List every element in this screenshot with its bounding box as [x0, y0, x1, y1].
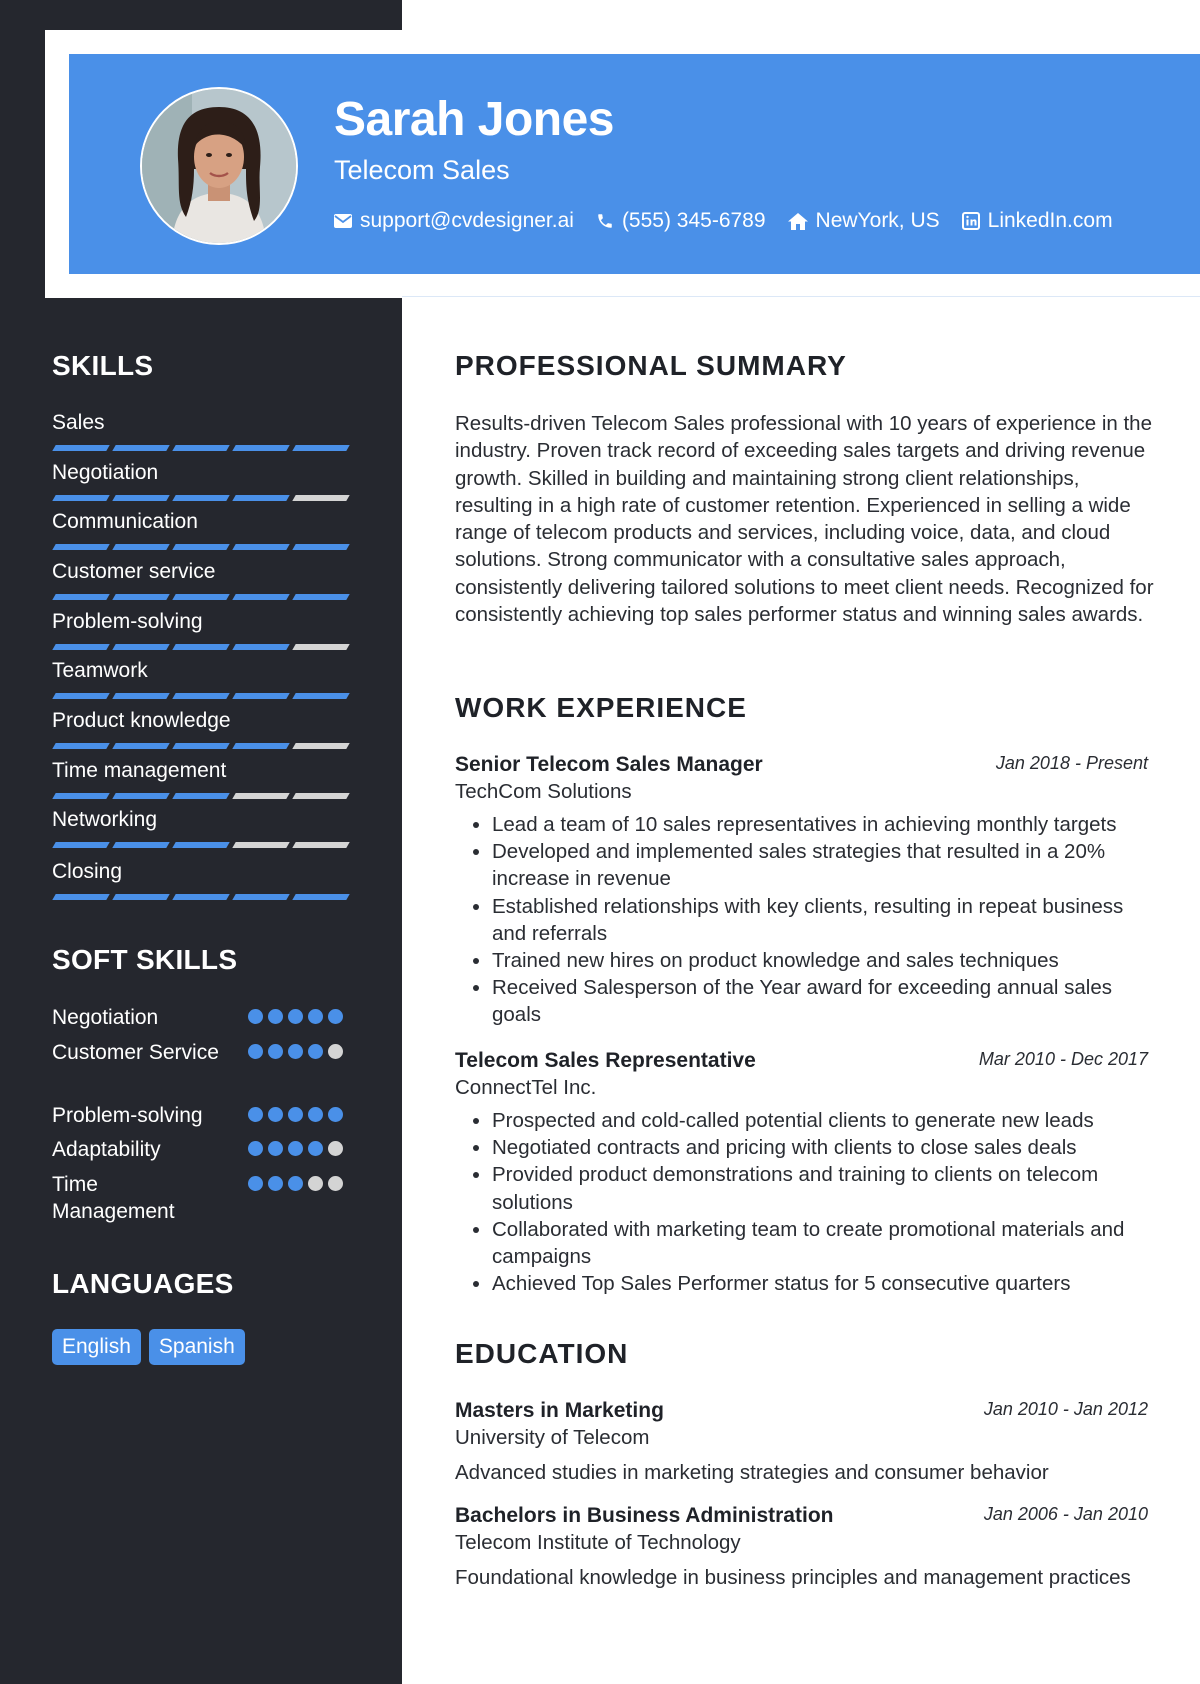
skill-item: [52, 759, 348, 783]
skill-bar: [54, 743, 348, 749]
rating-dot: [328, 1009, 343, 1024]
soft-skill-item: [52, 1136, 348, 1163]
skill-name: Problem-solving: [52, 610, 203, 633]
job-dates: Jan 2018 - Present: [995, 753, 1148, 773]
skill-bar-segment: [232, 743, 289, 749]
summary-text: Results-driven Telecom Sales professional with 10 years of experience in the industry. Proven track record of exceeding sales targets and driving revenue growth. Skilled in building and maintaining strong client relationships, resulting in a high rate of customer retention. Experienced in selling a wide range of telecom products and services, including voice, data, and cloud solutions. Strong communicator with a consultative sales approach, consistently delivering tailored solutions to meet client needs. Recognized for consistently achieving top sales performer status and winning sales awards.: [455, 412, 1154, 627]
skill-bar: [54, 544, 348, 550]
job-bullet: • Collaborated with marketing team to create promotional materials and campaigns: [492, 1216, 1148, 1270]
skill-bar-segment: [232, 445, 289, 451]
language-tag: Spanish: [149, 1329, 245, 1365]
skill-name: Teamwork: [52, 659, 148, 682]
skill-bar-segment: [232, 495, 289, 501]
rating-dot: [308, 1141, 323, 1156]
contact-phone[interactable]: [596, 209, 766, 233]
job-bullets: [455, 1107, 1148, 1297]
skill-bar-segment: [172, 693, 229, 699]
job-bullet: • Developed and implemented sales strategies that resulted in a 20% increase in revenue: [492, 838, 1148, 892]
skill-bar-segment: [232, 644, 289, 650]
job-entry: [455, 1048, 1148, 1297]
skill-bar-segment: [232, 594, 289, 600]
skill-bar-segment: [172, 544, 229, 550]
school-name: University of Telecom: [455, 1426, 650, 1449]
skill-bar-segment: [292, 495, 349, 501]
skill-name: Communication: [52, 510, 198, 533]
skill-bar-segment: [112, 693, 169, 699]
work-heading: WORK EXPERIENCE: [455, 692, 747, 723]
skill-bar-segment: [172, 644, 229, 650]
skill-bar-segment: [112, 445, 169, 451]
skill-bar-segment: [112, 894, 169, 900]
skill-bar-segment: [52, 445, 109, 451]
job-bullet: • Received Salesperson of the Year award for exceeding annual sales goals: [492, 974, 1148, 1028]
contact-email[interactable]: [334, 209, 574, 233]
job-bullet: • Lead a team of 10 sales representatives in achieving monthly targets: [492, 811, 1148, 838]
home-icon: [788, 213, 808, 230]
skill-bar-segment: [52, 793, 109, 799]
skill-item: [52, 461, 348, 485]
job-company: ConnectTel Inc.: [455, 1076, 597, 1099]
skill-bar-segment: [52, 495, 109, 501]
skill-bar-segment: [172, 594, 229, 600]
rating-dot: [288, 1176, 303, 1191]
rating-dot: [308, 1107, 323, 1122]
skill-bar-segment: [172, 445, 229, 451]
job-bullet: • Prospected and cold-called potential clients to generate new leads: [492, 1107, 1148, 1134]
skill-bar-segment: [172, 495, 229, 501]
rating-dot: [268, 1141, 283, 1156]
skill-bar: [54, 894, 348, 900]
skill-bar-segment: [292, 644, 349, 650]
candidate-title: Telecom Sales: [334, 155, 510, 185]
education-dates: Jan 2010 - Jan 2012: [983, 1399, 1148, 1419]
skill-bar-segment: [172, 793, 229, 799]
education-description: Foundational knowledge in business principles and management practices: [455, 1566, 1131, 1589]
rating-dot: [248, 1044, 263, 1059]
soft-skill-rating: [248, 1176, 343, 1191]
degree-title: Masters in Marketing: [455, 1399, 664, 1422]
portrait-photo-icon: [142, 89, 296, 243]
job-company: TechCom Solutions: [455, 780, 632, 803]
skill-bar-segment: [172, 842, 229, 848]
soft-skill-item: [52, 1171, 348, 1225]
skill-item: [52, 808, 348, 832]
skill-bar: [54, 793, 348, 799]
contact-linkedin[interactable]: [962, 209, 1113, 233]
skill-bar-segment: [232, 793, 289, 799]
skill-bar-segment: [232, 544, 289, 550]
skill-item: [52, 659, 348, 683]
linkedin-text: LinkedIn.com: [987, 209, 1113, 232]
job-bullet: • Trained new hires on product knowledge and sales techniques: [492, 947, 1148, 974]
skill-name: Networking: [52, 808, 158, 831]
skill-bar-segment: [112, 495, 169, 501]
degree-title: Bachelors in Business Administration: [455, 1504, 834, 1527]
skill-bar-segment: [292, 544, 349, 550]
skill-bar-segment: [232, 842, 289, 848]
soft-skill-rating: [248, 1044, 343, 1059]
skill-item: [52, 411, 348, 435]
job-bullets: [455, 811, 1148, 1029]
skill-bar-segment: [292, 793, 349, 799]
skill-bar-segment: [52, 594, 109, 600]
skill-bar-segment: [172, 743, 229, 749]
skill-bar: [54, 644, 348, 650]
rating-dot: [328, 1044, 343, 1059]
job-bullet: • Established relationships with key clients, resulting in repeat business and referrals: [492, 893, 1148, 947]
skill-bar-segment: [112, 743, 169, 749]
skill-item: [52, 560, 348, 584]
skill-name: Closing: [52, 860, 123, 883]
rating-dot: [268, 1107, 283, 1122]
rating-dot: [328, 1141, 343, 1156]
skill-item: [52, 709, 348, 733]
rating-dot: [328, 1176, 343, 1191]
soft-skill-rating: [248, 1009, 343, 1024]
rating-dot: [328, 1107, 343, 1122]
phone-text: (555) 345-6789: [621, 209, 766, 232]
skill-bar: [54, 445, 348, 451]
soft-skill-name: Problem-solving: [52, 1104, 203, 1127]
skill-bar-segment: [112, 644, 169, 650]
linkedin-icon: [962, 212, 980, 230]
rating-dot: [288, 1009, 303, 1024]
skill-name: Sales: [52, 411, 105, 434]
rating-dot: [308, 1176, 323, 1191]
skill-item: [52, 610, 348, 634]
skill-bar-segment: [232, 894, 289, 900]
skill-name: Negotiation: [52, 461, 159, 484]
language-tag: English: [52, 1329, 141, 1365]
rating-dot: [288, 1044, 303, 1059]
soft-skill-item: [52, 1004, 348, 1031]
email-text: support@cvdesigner.ai: [360, 209, 574, 232]
skill-bar-segment: [292, 842, 349, 848]
rating-dot: [288, 1107, 303, 1122]
envelope-icon: [334, 214, 352, 228]
skill-bar-segment: [292, 743, 349, 749]
school-name: Telecom Institute of Technology: [455, 1531, 741, 1554]
rating-dot: [248, 1009, 263, 1024]
soft-skill-rating: [248, 1107, 343, 1122]
skill-bar-segment: [172, 894, 229, 900]
job-entry: [455, 752, 1148, 1029]
skill-bar-segment: [292, 445, 349, 451]
skill-bar: [54, 495, 348, 501]
rating-dot: [248, 1141, 263, 1156]
rating-dot: [268, 1044, 283, 1059]
skill-name: Customer service: [52, 560, 216, 583]
skill-bar-segment: [112, 544, 169, 550]
skill-bar-segment: [52, 894, 109, 900]
education-entry: [455, 1503, 1148, 1591]
skill-bar-segment: [112, 594, 169, 600]
skill-bar-segment: [52, 842, 109, 848]
skill-item: [52, 510, 348, 534]
skill-bar: [54, 594, 348, 600]
rating-dot: [308, 1044, 323, 1059]
soft-skill-name: Time Management: [52, 1173, 175, 1223]
skill-bar-segment: [52, 743, 109, 749]
job-title: Senior Telecom Sales Manager: [455, 753, 763, 776]
soft-skill-rating: [248, 1141, 343, 1156]
skill-bar-segment: [52, 693, 109, 699]
skill-bar-segment: [112, 842, 169, 848]
skill-bar: [54, 842, 348, 848]
skill-name: Product knowledge: [52, 709, 231, 732]
avatar: [140, 87, 298, 245]
skill-item: [52, 860, 348, 884]
skill-bar: [54, 693, 348, 699]
candidate-name: Sarah Jones: [334, 93, 614, 146]
contact-location: [788, 209, 940, 233]
phone-icon: [596, 212, 614, 230]
skills-heading: SKILLS: [52, 350, 154, 381]
rating-dot: [248, 1176, 263, 1191]
education-heading: EDUCATION: [455, 1338, 629, 1369]
job-title: Telecom Sales Representative: [455, 1049, 756, 1072]
rating-dot: [268, 1009, 283, 1024]
education-entry: [455, 1398, 1148, 1486]
languages-list: [52, 1329, 245, 1365]
rating-dot: [308, 1009, 323, 1024]
job-bullet: • Provided product demonstrations and training to clients on telecom solutions: [492, 1161, 1148, 1215]
skill-bar-segment: [52, 544, 109, 550]
soft-skill-name: Negotiation: [52, 1006, 159, 1029]
skill-bar-segment: [52, 644, 109, 650]
contact-row: [334, 206, 1113, 236]
education-dates: Jan 2006 - Jan 2010: [983, 1504, 1148, 1524]
summary-heading: PROFESSIONAL SUMMARY: [455, 350, 847, 381]
soft-skill-item: [52, 1039, 348, 1066]
job-bullet: • Achieved Top Sales Performer status for 5 consecutive quarters: [492, 1270, 1148, 1297]
rating-dot: [268, 1176, 283, 1191]
skill-name: Time management: [52, 759, 227, 782]
skill-bar-segment: [292, 894, 349, 900]
rating-dot: [288, 1141, 303, 1156]
skill-bar-segment: [232, 693, 289, 699]
header-divider: [402, 296, 1200, 297]
rating-dot: [248, 1107, 263, 1122]
skill-bar-segment: [112, 793, 169, 799]
soft-skill-name: Adaptability: [52, 1138, 161, 1161]
skill-bar-segment: [292, 693, 349, 699]
skill-bar-segment: [292, 594, 349, 600]
soft-skills-heading: SOFT SKILLS: [52, 944, 238, 975]
soft-skill-name: Customer Service: [52, 1041, 219, 1064]
location-text: NewYork, US: [815, 209, 940, 232]
languages-heading: LANGUAGES: [52, 1268, 234, 1299]
education-description: Advanced studies in marketing strategies and consumer behavior: [455, 1461, 1049, 1484]
soft-skill-item: [52, 1102, 348, 1129]
job-dates: Mar 2010 - Dec 2017: [978, 1049, 1148, 1069]
job-bullet: • Negotiated contracts and pricing with clients to close sales deals: [492, 1134, 1148, 1161]
